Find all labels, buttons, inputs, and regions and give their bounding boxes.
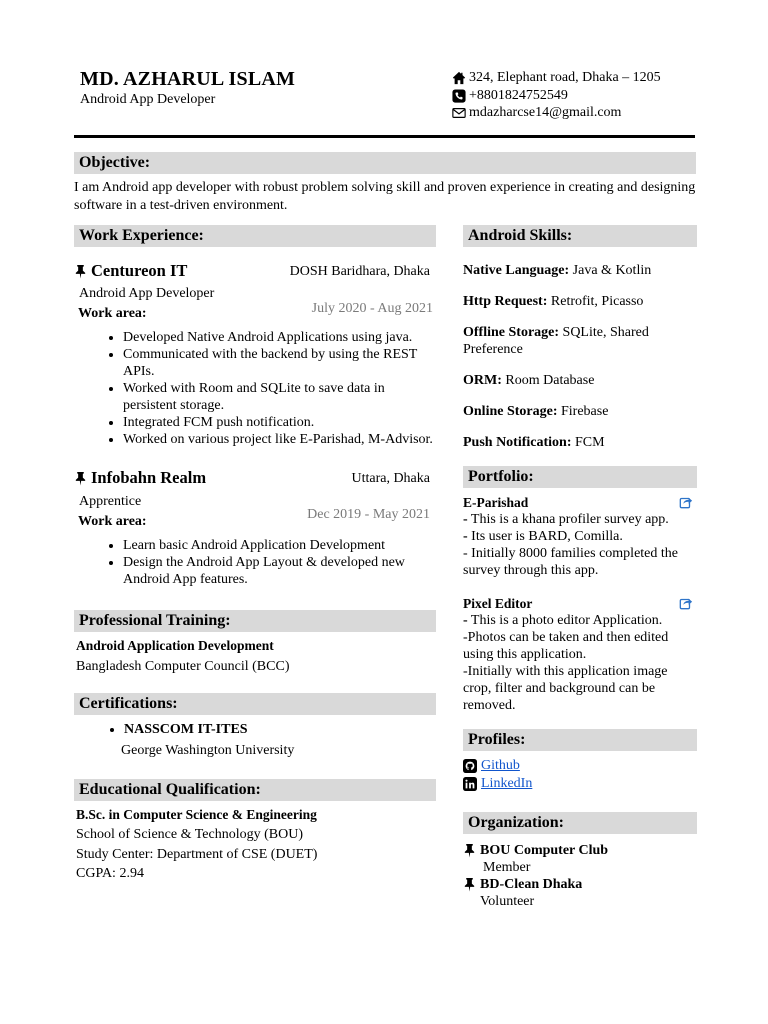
organization-role: Volunteer xyxy=(480,894,535,909)
left-column xyxy=(74,225,436,884)
training-course: Android Application Development xyxy=(76,638,274,653)
right-column xyxy=(463,225,697,910)
job-period: Dec 2019 - May 2021 xyxy=(307,507,430,522)
skills-list xyxy=(463,262,697,451)
job-period: July 2020 - Aug 2021 xyxy=(311,301,433,316)
certifications-heading: Certifications: xyxy=(74,693,436,715)
skill-value: Retrofit, Picasso xyxy=(547,294,644,309)
project-line: - This is a photo editor Application. xyxy=(463,613,663,628)
training-heading: Professional Training: xyxy=(74,610,436,632)
job-position: Apprentice xyxy=(79,494,142,509)
portfolio-project xyxy=(463,494,697,579)
work-experience-heading: Work Experience: xyxy=(74,225,436,247)
work-area-list xyxy=(74,329,436,448)
skill-item xyxy=(463,293,697,310)
skill-label: Http Request: xyxy=(463,294,548,309)
pushpin-icon xyxy=(463,843,476,858)
address-line xyxy=(452,70,661,86)
project-line: - Its user is BARD, Comilla. xyxy=(463,529,623,544)
list-item: • Communicated with the backend by using the REST APIs. xyxy=(123,346,436,380)
phone-icon xyxy=(452,89,466,103)
objective-heading: Objective: xyxy=(74,152,696,174)
skill-item xyxy=(463,324,697,358)
share-link-icon[interactable] xyxy=(679,596,693,610)
skill-item xyxy=(463,434,697,451)
education-school: School of Science & Technology (BOU) xyxy=(76,827,303,842)
education-center: Study Center: Department of CSE (DUET) xyxy=(76,846,318,862)
skill-label: Native Language: xyxy=(463,263,570,278)
skill-value: Java & Kotlin xyxy=(569,263,652,278)
portfolio-project xyxy=(463,595,697,714)
skill-label: Push Notification: xyxy=(463,435,572,450)
organization-item xyxy=(463,842,697,859)
project-line: - This is a khana profiler survey app. xyxy=(463,512,669,527)
company-name-text: Centureon IT xyxy=(91,261,188,280)
work-area-label: Work area: xyxy=(78,514,147,529)
work-area-list xyxy=(74,537,436,588)
email-text: mdazharcse14@gmail.com xyxy=(469,105,622,120)
certification-name: • NASSCOM IT-ITES xyxy=(124,721,436,738)
company-name-text: Infobahn Realm xyxy=(91,468,207,487)
project-line: -Photos can be taken and then edited using this application. xyxy=(463,630,669,662)
education-degree: B.Sc. in Computer Science & Engineering xyxy=(76,807,317,822)
organization-name: BD-Clean Dhaka xyxy=(480,877,583,892)
android-skills-heading: Android Skills: xyxy=(463,225,697,247)
share-link-icon[interactable] xyxy=(679,495,693,509)
candidate-role: Android App Developer xyxy=(80,92,216,107)
phone-line xyxy=(452,88,568,104)
skill-label: ORM: xyxy=(463,373,502,388)
envelope-icon xyxy=(452,106,466,120)
list-item: • Worked on various project like E-Parishad, M-Advisor. xyxy=(123,431,436,448)
certification-list xyxy=(74,721,436,738)
skill-value: Room Database xyxy=(501,373,595,388)
organization-heading: Organization: xyxy=(463,812,697,834)
project-line: -Initially with this application image crop, filter and background can be removed. xyxy=(463,664,668,713)
github-link-row[interactable] xyxy=(463,757,697,774)
email-line xyxy=(452,105,621,121)
training-institute: Bangladesh Computer Council (BCC) xyxy=(76,659,290,674)
skill-value: SQLite, Shared Preference xyxy=(463,325,649,357)
job-entry xyxy=(74,468,436,588)
linkedin-link[interactable]: LinkedIn xyxy=(481,776,533,791)
linkedin-link-row[interactable] xyxy=(463,775,697,792)
project-line: - Initially 8000 families completed the survey through this app. xyxy=(463,546,678,578)
skill-value: FCM xyxy=(571,435,605,450)
list-item: • Worked with Room and SQLite to save data in persistent storage. xyxy=(123,380,436,414)
job-location: Uttara, Dhaka xyxy=(351,471,430,486)
list-item: • Developed Native Android Applications using java. xyxy=(123,329,436,346)
education-cgpa: CGPA: 2.94 xyxy=(76,866,144,881)
home-icon xyxy=(452,71,466,85)
list-item: • Design the Android App Layout & developed new Android App features. xyxy=(123,554,436,588)
organization-item xyxy=(463,876,697,893)
skill-item xyxy=(463,262,697,279)
github-icon xyxy=(463,759,477,773)
objective-text: I am Android app developer with robust problem solving skill and proven experience in creating and designing software in a test-driven environment. xyxy=(74,180,696,213)
education-heading: Educational Qualification: xyxy=(74,779,436,801)
job-position: Android App Developer xyxy=(79,286,215,301)
pushpin-icon xyxy=(74,471,87,486)
job-location: DOSH Baridhara, Dhaka xyxy=(289,264,430,279)
organization-role: Member xyxy=(483,860,531,875)
organization-list xyxy=(463,842,697,910)
pushpin-icon xyxy=(463,877,476,892)
list-item: • Integrated FCM push notification. xyxy=(123,414,436,431)
portfolio-heading: Portfolio: xyxy=(463,466,697,488)
organization-name: BOU Computer Club xyxy=(480,843,609,858)
job-entry xyxy=(74,261,436,448)
skill-label: Online Storage: xyxy=(463,404,558,419)
address-text: 324, Elephant road, Dhaka – 1205 xyxy=(469,70,661,85)
skill-label: Offline Storage: xyxy=(463,325,560,340)
candidate-name: MD. AZHARUL ISLAM xyxy=(80,68,296,90)
skill-item xyxy=(463,403,697,420)
certification-issuer: George Washington University xyxy=(121,743,295,758)
header-divider xyxy=(74,135,695,138)
linkedin-icon xyxy=(463,777,477,791)
project-name: Pixel Editor xyxy=(463,596,533,611)
pushpin-icon xyxy=(74,264,87,279)
skill-item xyxy=(463,372,697,389)
profiles-heading: Profiles: xyxy=(463,729,697,751)
skill-value: Firebase xyxy=(557,404,609,419)
github-link[interactable]: Github xyxy=(481,758,520,773)
phone-text: +8801824752549 xyxy=(469,88,568,103)
list-item: • Learn basic Android Application Development xyxy=(123,537,436,554)
project-name: E-Parishad xyxy=(463,495,529,510)
work-area-label: Work area: xyxy=(78,306,147,321)
